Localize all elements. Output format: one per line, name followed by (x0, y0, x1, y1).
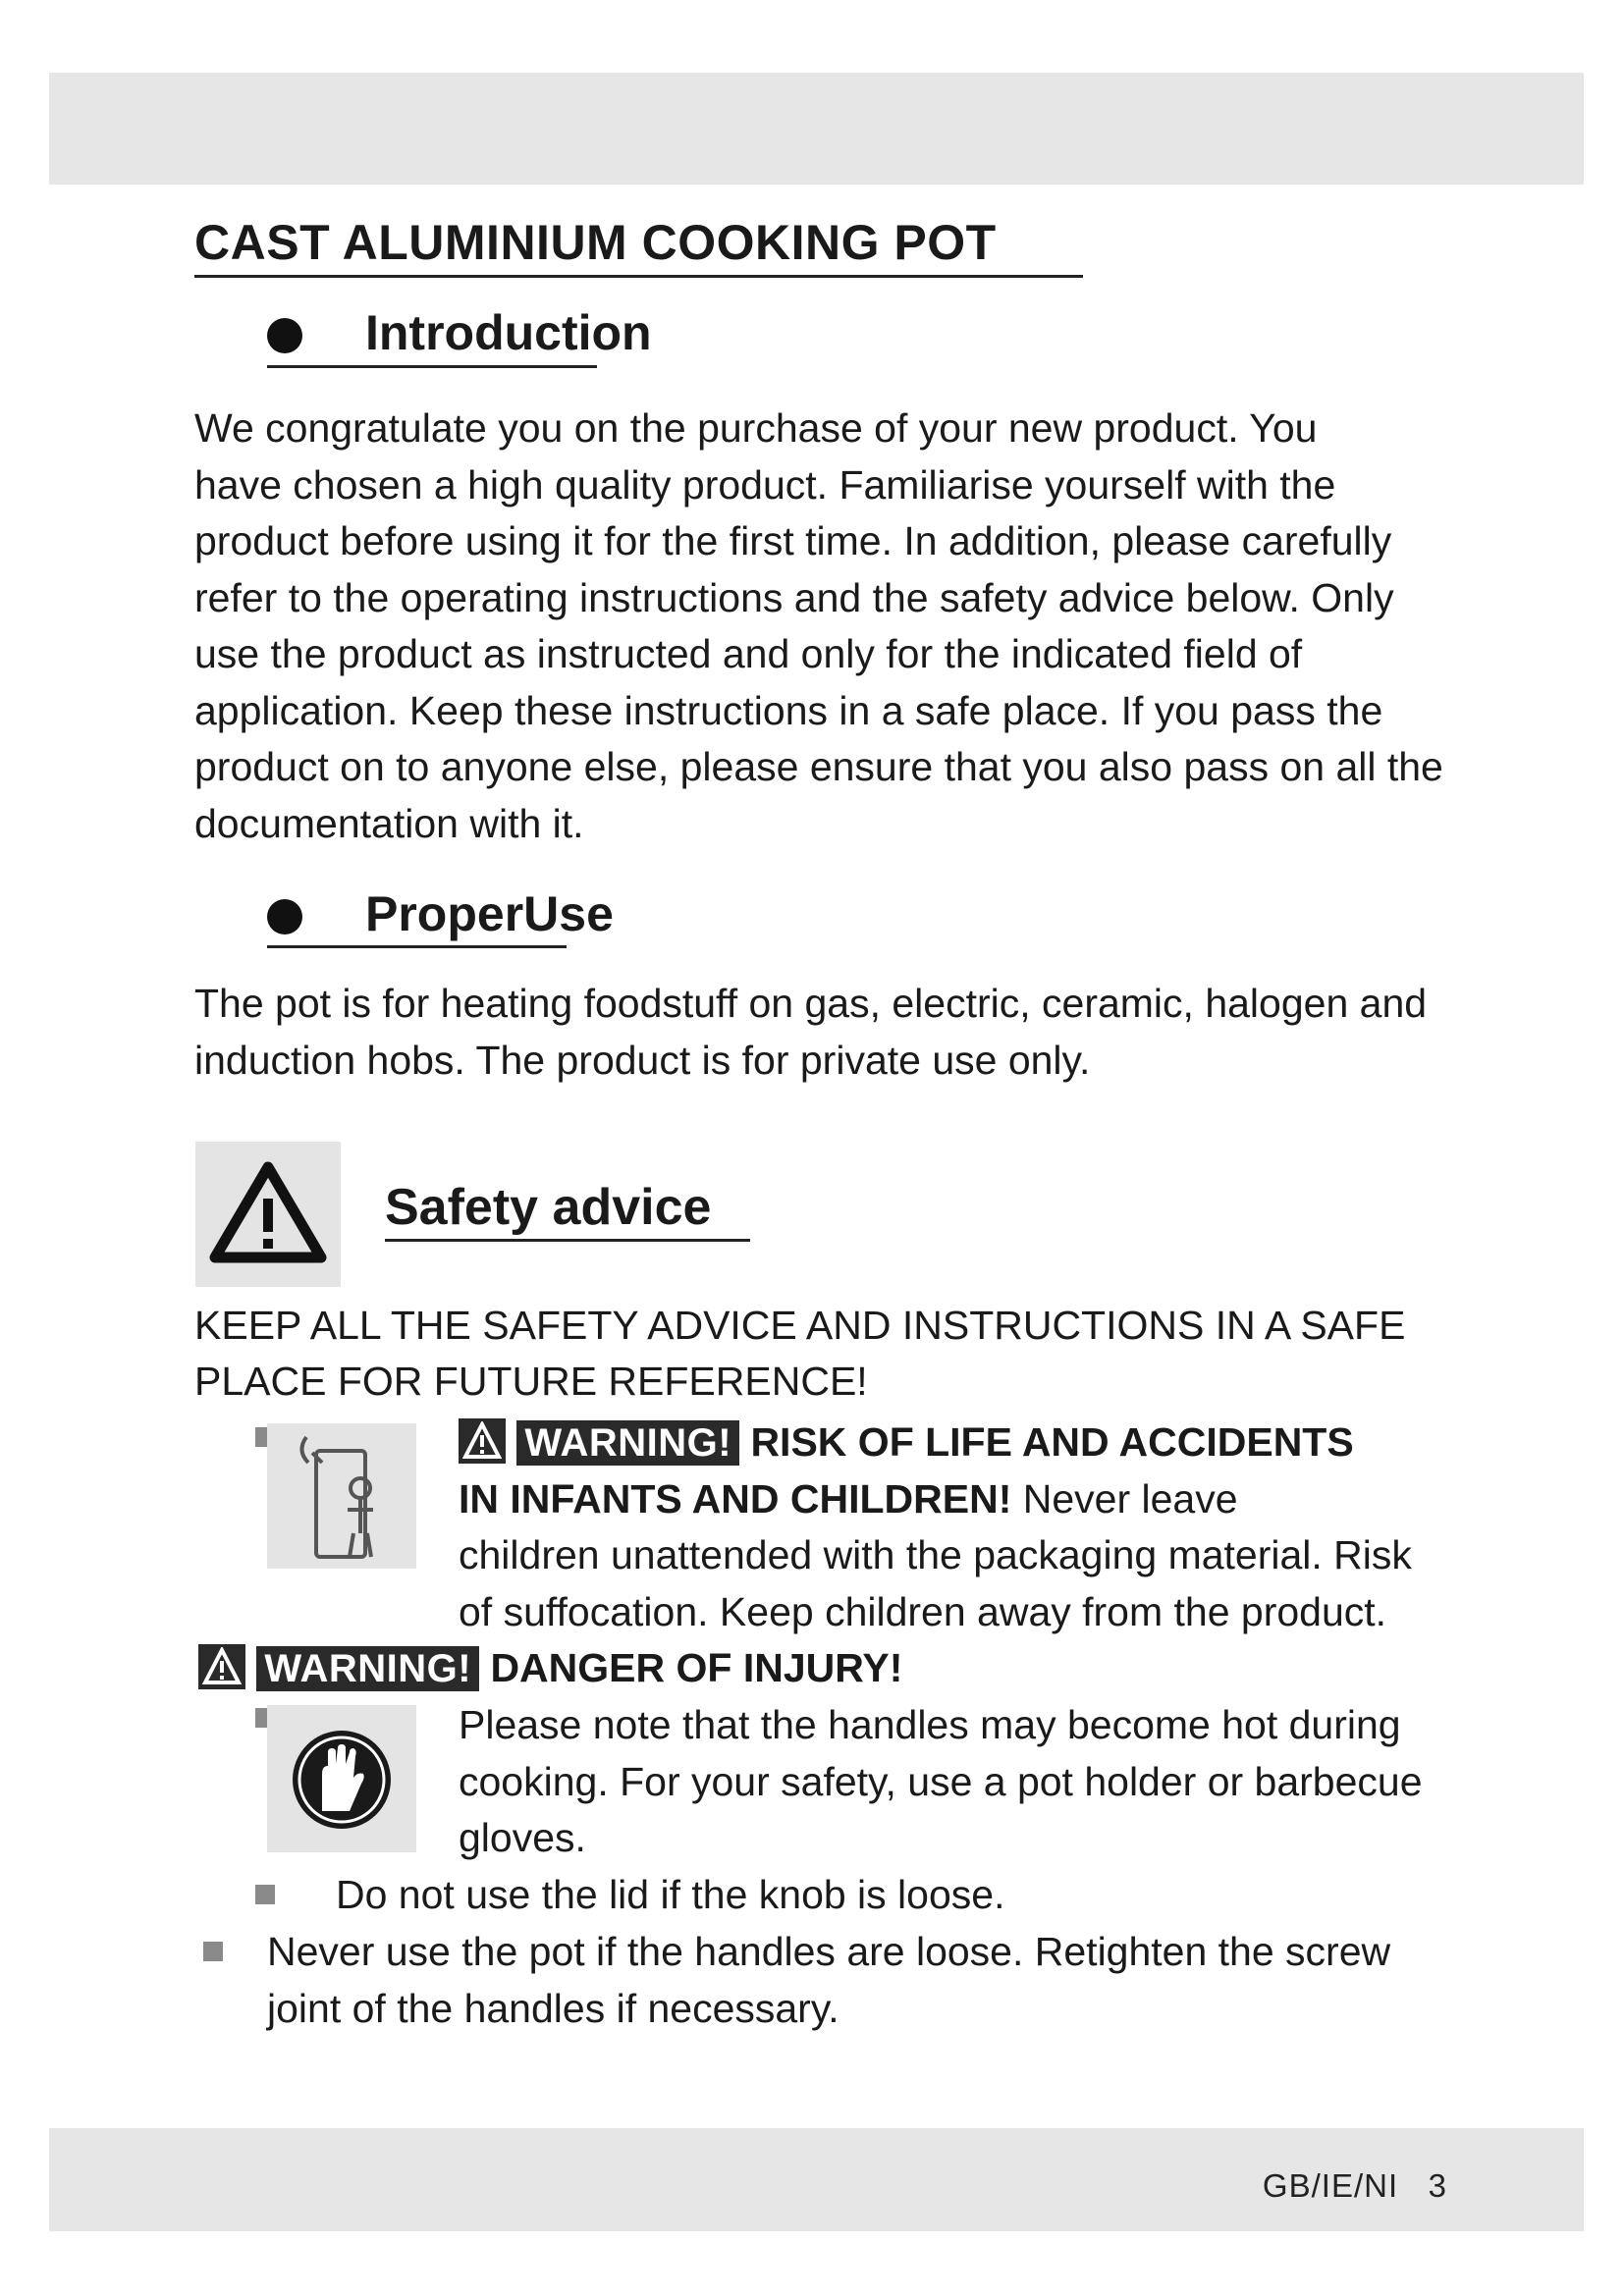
text-line: KEEP ALL THE SAFETY ADVICE AND INSTRUCTIONS IN A SAFE (194, 1303, 1406, 1348)
intro-heading: Introduction (365, 305, 652, 360)
warning-line (198, 1640, 902, 1697)
intro-paragraph (194, 400, 1443, 852)
warning-children-block (459, 1415, 1412, 1640)
knob-instruction (336, 1867, 1004, 1924)
text-line: Do not use the lid if the knob is loose. (336, 1872, 1005, 1917)
text-line: induction hobs. The product is for private use only. (194, 1037, 1091, 1083)
section-bullet-icon (267, 318, 302, 353)
text-line: use the product as instructed and only for the indicated field of (194, 631, 1303, 676)
warning-bold-text: RISK OF LIFE AND ACCIDENTS (750, 1419, 1354, 1465)
text-line: The pot is for heating foodstuff on gas, electric, ceramic, halogen and (194, 981, 1428, 1026)
square-bullet-icon (203, 1942, 223, 1961)
text-line: have chosen a high quality product. Familiarise yourself with the (194, 461, 1336, 507)
text-line: children unattended with the packaging material. Risk (459, 1532, 1412, 1577)
warning-triangle-icon (459, 1418, 506, 1464)
header-band (49, 73, 1584, 185)
heat-gloves-icon (267, 1705, 416, 1852)
intro-underline (267, 365, 597, 368)
keep-instructions-notice (194, 1298, 1405, 1410)
safety-underline (385, 1239, 750, 1242)
text-line: We congratulate you on the purchase of your new product. You (194, 405, 1318, 451)
warning-badge: WARNING! (516, 1420, 739, 1466)
warning-badge: WARNING! (256, 1646, 479, 1691)
text-line: refer to the operating instructions and the safety advice below. Only (194, 574, 1394, 620)
text-line: application. Keep these instructions in a safe place. If you pass the (194, 687, 1383, 733)
warning-text: Never leave (1011, 1475, 1238, 1522)
warning-triangle-icon (198, 1644, 245, 1689)
page-title: CAST ALUMINIUM COOKING POT (194, 214, 1083, 278)
warning-injury-line (198, 1640, 902, 1697)
page-footer (1263, 2167, 1447, 2205)
safety-heading: Safety advice (385, 1179, 712, 1236)
proper-use-paragraph (194, 976, 1427, 1089)
text-line: gloves. (459, 1815, 586, 1860)
text-line: Never use the pot if the handles are loose. Retighten the screw (267, 1929, 1391, 1974)
text-line: product before using it for the first time. In addition, please carefully (194, 518, 1392, 563)
text-line: documentation with it. (194, 800, 584, 846)
proper-use-underline (267, 945, 567, 948)
text-line: of suffocation. Keep children away from the product. (459, 1588, 1387, 1634)
warning-bold-text: DANGER OF INJURY! (490, 1645, 903, 1690)
warning-triangle-icon (195, 1142, 341, 1287)
region-code: GB/IE/NI (1262, 2167, 1399, 2204)
loose-handles-paragraph (267, 1924, 1390, 2037)
text-line: product on to anyone else, please ensure that you also pass on all the (194, 744, 1443, 789)
child-suffocation-icon (267, 1423, 416, 1569)
text-line: Please note that the handles may become hot during (459, 1702, 1401, 1747)
section-bullet-icon (267, 899, 302, 934)
text-line: cooking. For your safety, use a pot holder or barbecue (459, 1758, 1423, 1804)
text-line: PLACE FOR FUTURE REFERENCE! (194, 1359, 868, 1404)
warning-line (459, 1471, 1412, 1528)
proper-use-heading: ProperUse (365, 886, 614, 941)
warning-line (459, 1415, 1412, 1471)
page-number: 3 (1428, 2167, 1447, 2204)
text-line: joint of the handles if necessary. (267, 1985, 839, 2031)
handles-hot-paragraph (459, 1697, 1423, 1867)
square-bullet-icon (255, 1885, 275, 1904)
warning-bold-text: IN INFANTS AND CHILDREN! (459, 1475, 1012, 1522)
